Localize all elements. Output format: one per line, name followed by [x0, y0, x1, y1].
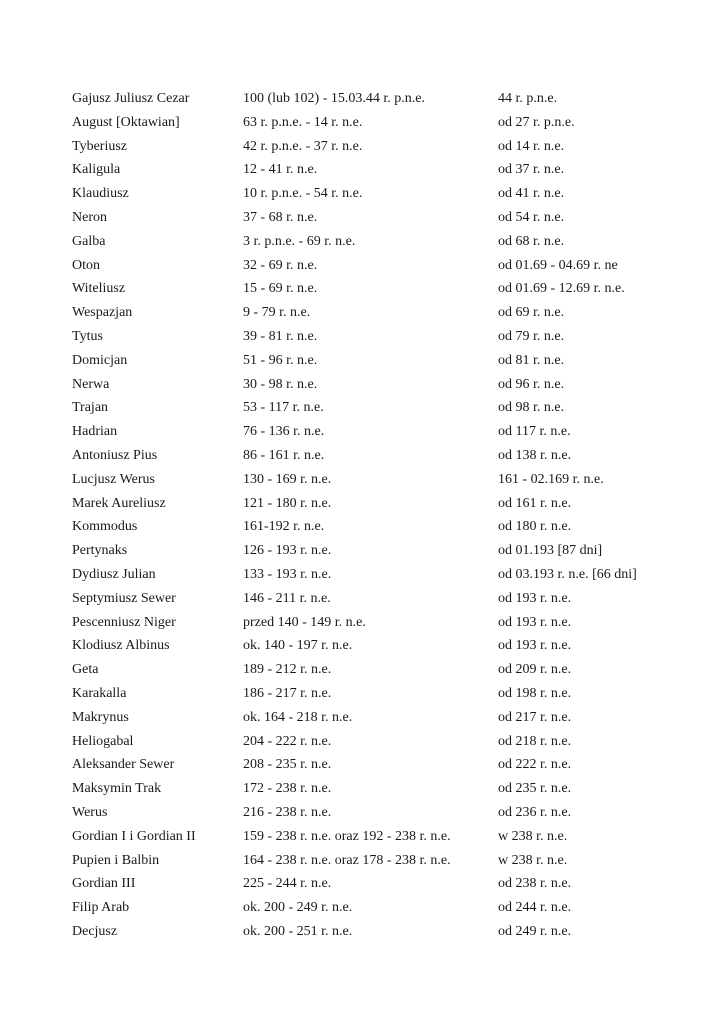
lifespan-cell: 30 - 98 r. n.e.: [243, 376, 318, 392]
emperor-name-cell: Pupien i Balbin: [72, 852, 160, 868]
lifespan-cell: 15 - 69 r. n.e.: [243, 281, 318, 297]
lifespan-cell: 130 - 169 r. n.e.: [243, 471, 332, 487]
reign-cell: od 249 r. n.e.: [498, 923, 572, 939]
emperor-name-cell: Neron: [72, 209, 107, 225]
lifespan-cell: 172 - 238 r. n.e.: [243, 781, 332, 797]
lifespan-cell: przed 140 - 149 r. n.e.: [243, 614, 366, 630]
reign-cell: od 217 r. n.e.: [498, 709, 572, 725]
emperor-name-cell: Pertynaks: [72, 543, 128, 559]
reign-cell: od 03.193 r. n.e. [66 dni]: [498, 566, 637, 582]
emperor-name-cell: Werus: [72, 804, 108, 820]
emperor-name-cell: Maksymin Trak: [72, 781, 162, 797]
lifespan-cell: 12 - 41 r. n.e.: [243, 162, 318, 178]
lifespan-cell: 161-192 r. n.e.: [243, 519, 325, 535]
reign-cell: od 96 r. n.e.: [498, 376, 565, 392]
reign-cell: od 79 r. n.e.: [498, 328, 565, 344]
emperor-name-cell: Kaligula: [72, 162, 121, 178]
lifespan-cell: 39 - 81 r. n.e.: [243, 328, 318, 344]
lifespan-cell: 32 - 69 r. n.e.: [243, 257, 318, 273]
lifespan-cell: 204 - 222 r. n.e.: [243, 733, 332, 749]
emperor-name-cell: Geta: [72, 662, 99, 678]
reign-cell: od 27 r. p.n.e.: [498, 114, 575, 130]
emperor-name-cell: Oton: [72, 257, 100, 273]
emperor-name-cell: Klaudiusz: [72, 186, 129, 202]
lifespan-cell: 121 - 180 r. n.e.: [243, 495, 332, 511]
emperor-name-cell: Tytus: [72, 328, 103, 344]
emperor-name-cell: Lucjusz Werus: [72, 471, 155, 487]
lifespan-cell: 208 - 235 r. n.e.: [243, 757, 332, 773]
lifespan-cell: 63 r. p.n.e. - 14 r. n.e.: [243, 114, 363, 130]
emperor-name-cell: Marek Aureliusz: [72, 495, 166, 511]
reign-cell: od 01.69 - 04.69 r. ne: [498, 257, 618, 273]
reign-cell: od 117 r. n.e.: [498, 424, 571, 440]
emperor-name-cell: Septymiusz Sewer: [72, 590, 176, 606]
reign-cell: 44 r. p.n.e.: [498, 91, 558, 106]
reign-cell: od 54 r. n.e.: [498, 209, 565, 225]
reign-cell: od 180 r. n.e.: [498, 519, 572, 535]
lifespan-cell: ok. 200 - 251 r. n.e.: [243, 923, 353, 939]
reign-cell: od 222 r. n.e.: [498, 757, 572, 773]
reign-cell: od 236 r. n.e.: [498, 804, 572, 820]
reign-cell: 161 - 02.169 r. n.e.: [498, 471, 604, 487]
emperor-name-cell: Wespazjan: [72, 305, 133, 321]
reign-cell: od 218 r. n.e.: [498, 733, 572, 749]
reign-cell: od 193 r. n.e.: [498, 590, 572, 606]
lifespan-cell: 186 - 217 r. n.e.: [243, 685, 332, 701]
reign-cell: od 01.193 [87 dni]: [498, 543, 603, 559]
lifespan-cell: 51 - 96 r. n.e.: [243, 352, 318, 368]
reign-cell: od 198 r. n.e.: [498, 685, 572, 701]
reign-cell: w 238 r. n.e.: [498, 828, 568, 844]
emperor-name-cell: Karakalla: [72, 685, 127, 701]
lifespan-cell: 86 - 161 r. n.e.: [243, 447, 325, 463]
reign-cell: od 01.69 - 12.69 r. n.e.: [498, 281, 625, 297]
emperor-name-cell: Galba: [72, 233, 106, 249]
emperor-name-cell: Heliogabal: [72, 733, 134, 749]
reign-cell: od 81 r. n.e.: [498, 352, 565, 368]
emperor-name-cell: Decjusz: [72, 923, 118, 939]
lifespan-cell: 42 r. p.n.e. - 37 r. n.e.: [243, 138, 363, 154]
lifespan-cell: 146 - 211 r. n.e.: [243, 590, 331, 606]
lifespan-cell: 133 - 193 r. n.e.: [243, 566, 332, 582]
emperor-name-cell: Gajusz Juliusz Cezar: [72, 91, 190, 106]
emperor-name-cell: Filip Arab: [72, 900, 130, 916]
lifespan-cell: 100 (lub 102) - 15.03.44 r. p.n.e.: [243, 91, 425, 106]
reign-cell: od 193 r. n.e.: [498, 614, 572, 630]
emperor-name-cell: Hadrian: [72, 424, 118, 440]
reign-cell: od 209 r. n.e.: [498, 662, 572, 678]
reign-cell: od 244 r. n.e.: [498, 900, 572, 916]
reign-cell: od 161 r. n.e.: [498, 495, 572, 511]
emperor-name-cell: Gordian III: [72, 876, 136, 892]
reign-cell: od 37 r. n.e.: [498, 162, 565, 178]
emperor-name-cell: Tyberiusz: [72, 138, 128, 154]
emperor-name-cell: Domicjan: [72, 352, 128, 368]
lifespan-cell: 159 - 238 r. n.e. oraz 192 - 238 r. n.e.: [243, 828, 451, 844]
reign-cell: od 235 r. n.e.: [498, 781, 572, 797]
emperor-name-cell: Antoniusz Pius: [72, 447, 158, 463]
emperor-name-cell: Dydiusz Julian: [72, 566, 156, 582]
lifespan-cell: 9 - 79 r. n.e.: [243, 305, 311, 321]
reign-cell: od 14 r. n.e.: [498, 138, 565, 154]
emperor-name-cell: Aleksander Sewer: [72, 757, 175, 773]
reign-cell: od 41 r. n.e.: [498, 186, 565, 202]
emperor-name-cell: Witeliusz: [72, 281, 126, 297]
lifespan-cell: 189 - 212 r. n.e.: [243, 662, 332, 678]
lifespan-cell: 76 - 136 r. n.e.: [243, 424, 325, 440]
reign-cell: od 138 r. n.e.: [498, 447, 572, 463]
emperor-name-cell: Gordian I i Gordian II: [72, 828, 196, 844]
emperor-name-cell: Klodiusz Albinus: [72, 638, 170, 654]
reign-cell: od 68 r. n.e.: [498, 233, 565, 249]
lifespan-cell: 10 r. p.n.e. - 54 r. n.e.: [243, 186, 363, 202]
reign-cell: od 238 r. n.e.: [498, 876, 572, 892]
reign-cell: w 238 r. n.e.: [498, 852, 568, 868]
emperor-name-cell: Nerwa: [72, 376, 110, 392]
emperor-name-cell: Pescenniusz Niger: [72, 614, 176, 630]
lifespan-cell: 216 - 238 r. n.e.: [243, 804, 332, 820]
lifespan-cell: 126 - 193 r. n.e.: [243, 543, 332, 559]
reign-cell: od 69 r. n.e.: [498, 305, 565, 321]
lifespan-cell: 37 - 68 r. n.e.: [243, 209, 318, 225]
emperor-name-cell: Makrynus: [72, 709, 129, 725]
lifespan-cell: 3 r. p.n.e. - 69 r. n.e.: [243, 233, 356, 249]
lifespan-cell: ok. 140 - 197 r. n.e.: [243, 638, 353, 654]
reign-cell: od 193 r. n.e.: [498, 638, 572, 654]
lifespan-cell: ok. 164 - 218 r. n.e.: [243, 709, 353, 725]
emperor-name-cell: Trajan: [72, 400, 109, 416]
lifespan-cell: ok. 200 - 249 r. n.e.: [243, 900, 353, 916]
reign-cell: od 98 r. n.e.: [498, 400, 565, 416]
lifespan-cell: 164 - 238 r. n.e. oraz 178 - 238 r. n.e.: [243, 852, 451, 868]
emperor-name-cell: August [Oktawian]: [72, 114, 180, 130]
lifespan-cell: 225 - 244 r. n.e.: [243, 876, 332, 892]
lifespan-cell: 53 - 117 r. n.e.: [243, 400, 324, 416]
emperor-name-cell: Kommodus: [72, 519, 138, 535]
